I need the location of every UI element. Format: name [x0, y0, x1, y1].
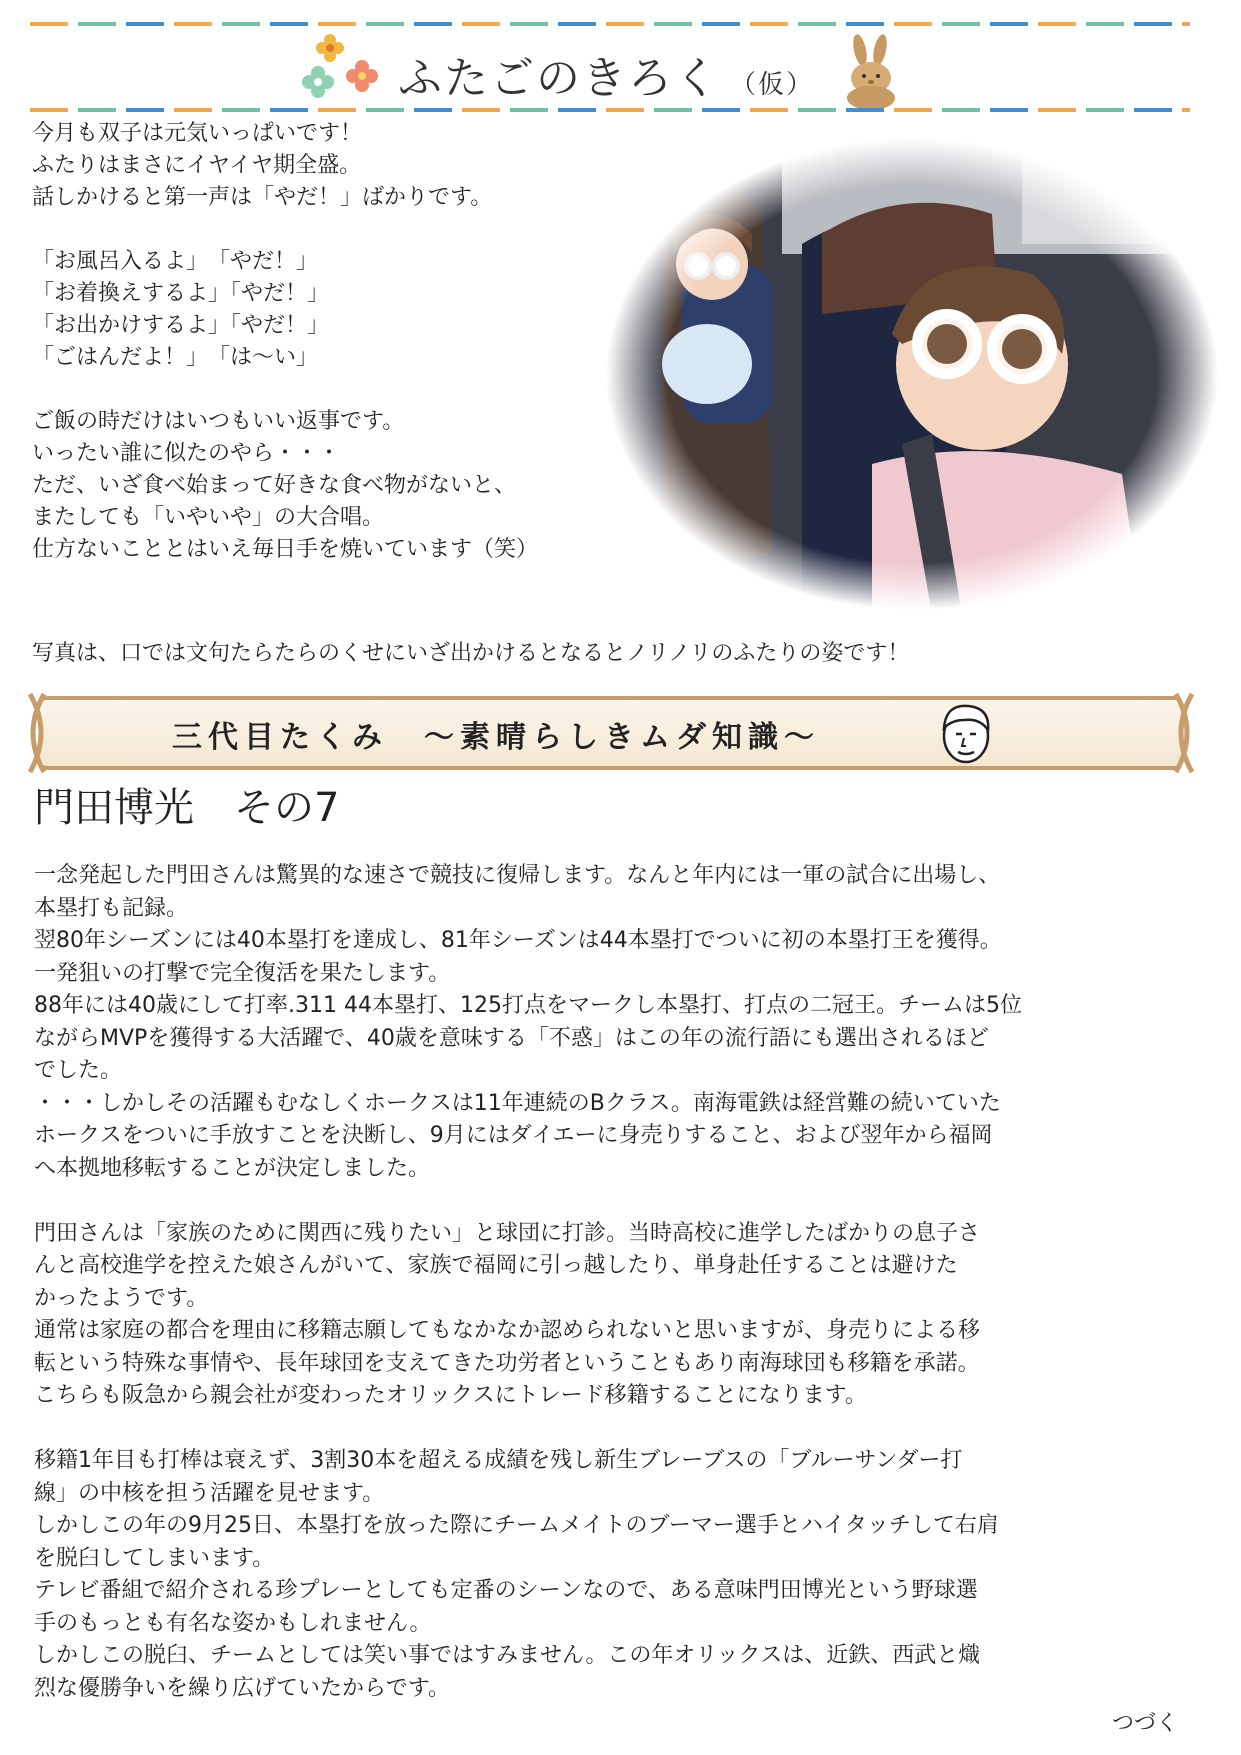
intro-line: いったい誰に似たのやら・・・	[32, 441, 341, 466]
intro-line: 「お着換えするよ」「やだ！」	[32, 281, 330, 306]
intro-line: ご飯の時だけはいつもいい返事です。	[32, 409, 405, 434]
intro-line: ふたりはまさにイヤイヤ期全盛。	[32, 153, 362, 178]
article-line: 門田さんは「家族のために関西に残りたい」と球団に打診。当時高校に進学したばかりの息子さ	[34, 1220, 981, 1246]
article-line: んと高校進学を控えた娘さんがいて、家族で福岡に引っ越したり、単身赴任することは避けた	[34, 1253, 958, 1278]
banner-right-ornament	[1162, 688, 1202, 778]
intro-line: ただ、いざ食べ始まって好きな食べ物がないと、	[32, 473, 517, 498]
header-title: ふたごのきろく （仮）	[398, 53, 815, 104]
article-line: 一念発起した門田さんは驚異的な速さで競技に復帰します。なんと年内には一軍の試合に出場し、	[34, 863, 1001, 888]
intro-line: 「お出かけするよ」「やだ！」	[32, 313, 330, 338]
article-line: 本塁打も記録。	[34, 895, 189, 921]
article-line: でした。	[34, 1058, 123, 1083]
flower-icon	[300, 34, 390, 104]
intro-text	[32, 118, 632, 566]
article-line: を脱臼してしまいます。	[34, 1545, 275, 1571]
article-line: しかしこの年の9月25日、本塁打を放った際にチームメイトのブーマー選手とハイタッチして右肩	[34, 1513, 999, 1538]
section-header-twins	[30, 18, 1190, 118]
article-line: 線」の中核を担う活躍を見せます。	[34, 1480, 385, 1506]
article-line: ・・・しかしその活躍もむなしくホークスは11年連続のBクラス。南海電鉄は経営難の続いていた	[34, 1090, 1001, 1116]
article-line: 通常は家庭の都合を理由に移籍志願してもなかなか認められないと思いますが、身売りによる移	[34, 1318, 981, 1343]
intro-line: 「お風呂入るよ」 「やだ！」	[32, 249, 319, 274]
face-icon	[934, 700, 998, 766]
header-stripe-top	[30, 22, 1190, 26]
intro-line: 話しかけると第一声は「やだ！」ばかりです。	[32, 185, 493, 210]
photo-caption: 写真は、口では文句たらたらのくせにいざ出かけるとなるとノリノリのふたりの姿です！	[32, 641, 910, 666]
header-stripe-bottom	[30, 108, 1190, 112]
banner-title: 三代目たくみ ～素晴らしきムダ知識～	[172, 720, 820, 755]
article-line: かったようです。	[34, 1285, 209, 1311]
article-line: テレビ番組で紹介される珍プレーとしても定番のシーンなので、ある意味門田博光という野球選	[34, 1578, 978, 1603]
article-line: 手のもっとも有名な姿かもしれません。	[34, 1610, 432, 1636]
article-line: ながらMVPを獲得する大活躍で、40歳を意味する「不惑」はこの年の流行語にも選出されるほど	[34, 1025, 989, 1051]
article-line: 一発狙いの打撃で完全復活を果たします。	[34, 960, 451, 986]
article-line: こちらも阪急から親会社が変わったオリックスにトレード移籍することになります。	[34, 1383, 867, 1408]
twins-photo	[602, 134, 1222, 614]
article-line: 移籍1年目も打棒は衰えず、3割30本を超える成績を残し新生ブレーブスの「ブルーサンダー打	[34, 1448, 963, 1473]
continued-label: つづく	[1112, 1711, 1179, 1736]
article-line: へ本拠地移転することが決定しました。	[34, 1155, 431, 1181]
article-line: 転という特殊な事情や、長年球団を支えてきた功労者ということもあり南海球団も移籍を承諾。	[34, 1350, 980, 1376]
intro-line: またしても「いやいや」の大合唱。	[32, 505, 385, 530]
article-line: 烈な優勝争いを繰り広げていたからです。	[34, 1675, 451, 1701]
intro-line: 今月も双子は元気いっぱいです！	[32, 121, 363, 146]
article-line: ホークスをついに手放すことを決断し、9月にはダイエーに身売りすること、および翌年から福岡	[34, 1123, 993, 1148]
article-line: 翌80年シーズンには40本塁打を達成し、81年シーズンは44本塁打でついに初の本塁打王を獲得。	[34, 928, 1002, 953]
section-banner-trivia	[22, 688, 1202, 778]
article-line: 88年には40歳にして打率.311 44本塁打、125打点をマークし本塁打、打点の二冠王。チームは5位	[34, 993, 1022, 1018]
article-body	[34, 860, 1220, 1705]
rabbit-icon	[838, 32, 904, 112]
intro-line: 「ごはんだよ！」 「は～い」	[32, 345, 319, 370]
intro-line: 仕方ないこととはいえ毎日手を焼いています（笑）	[32, 537, 539, 562]
article-line: しかしこの脱臼、チームとしては笑い事ではすみません。この年オリックスは、近鉄、西武と熾	[34, 1643, 981, 1668]
article-title: 門田博光 その7	[34, 785, 340, 831]
banner-left-ornament	[22, 688, 62, 778]
